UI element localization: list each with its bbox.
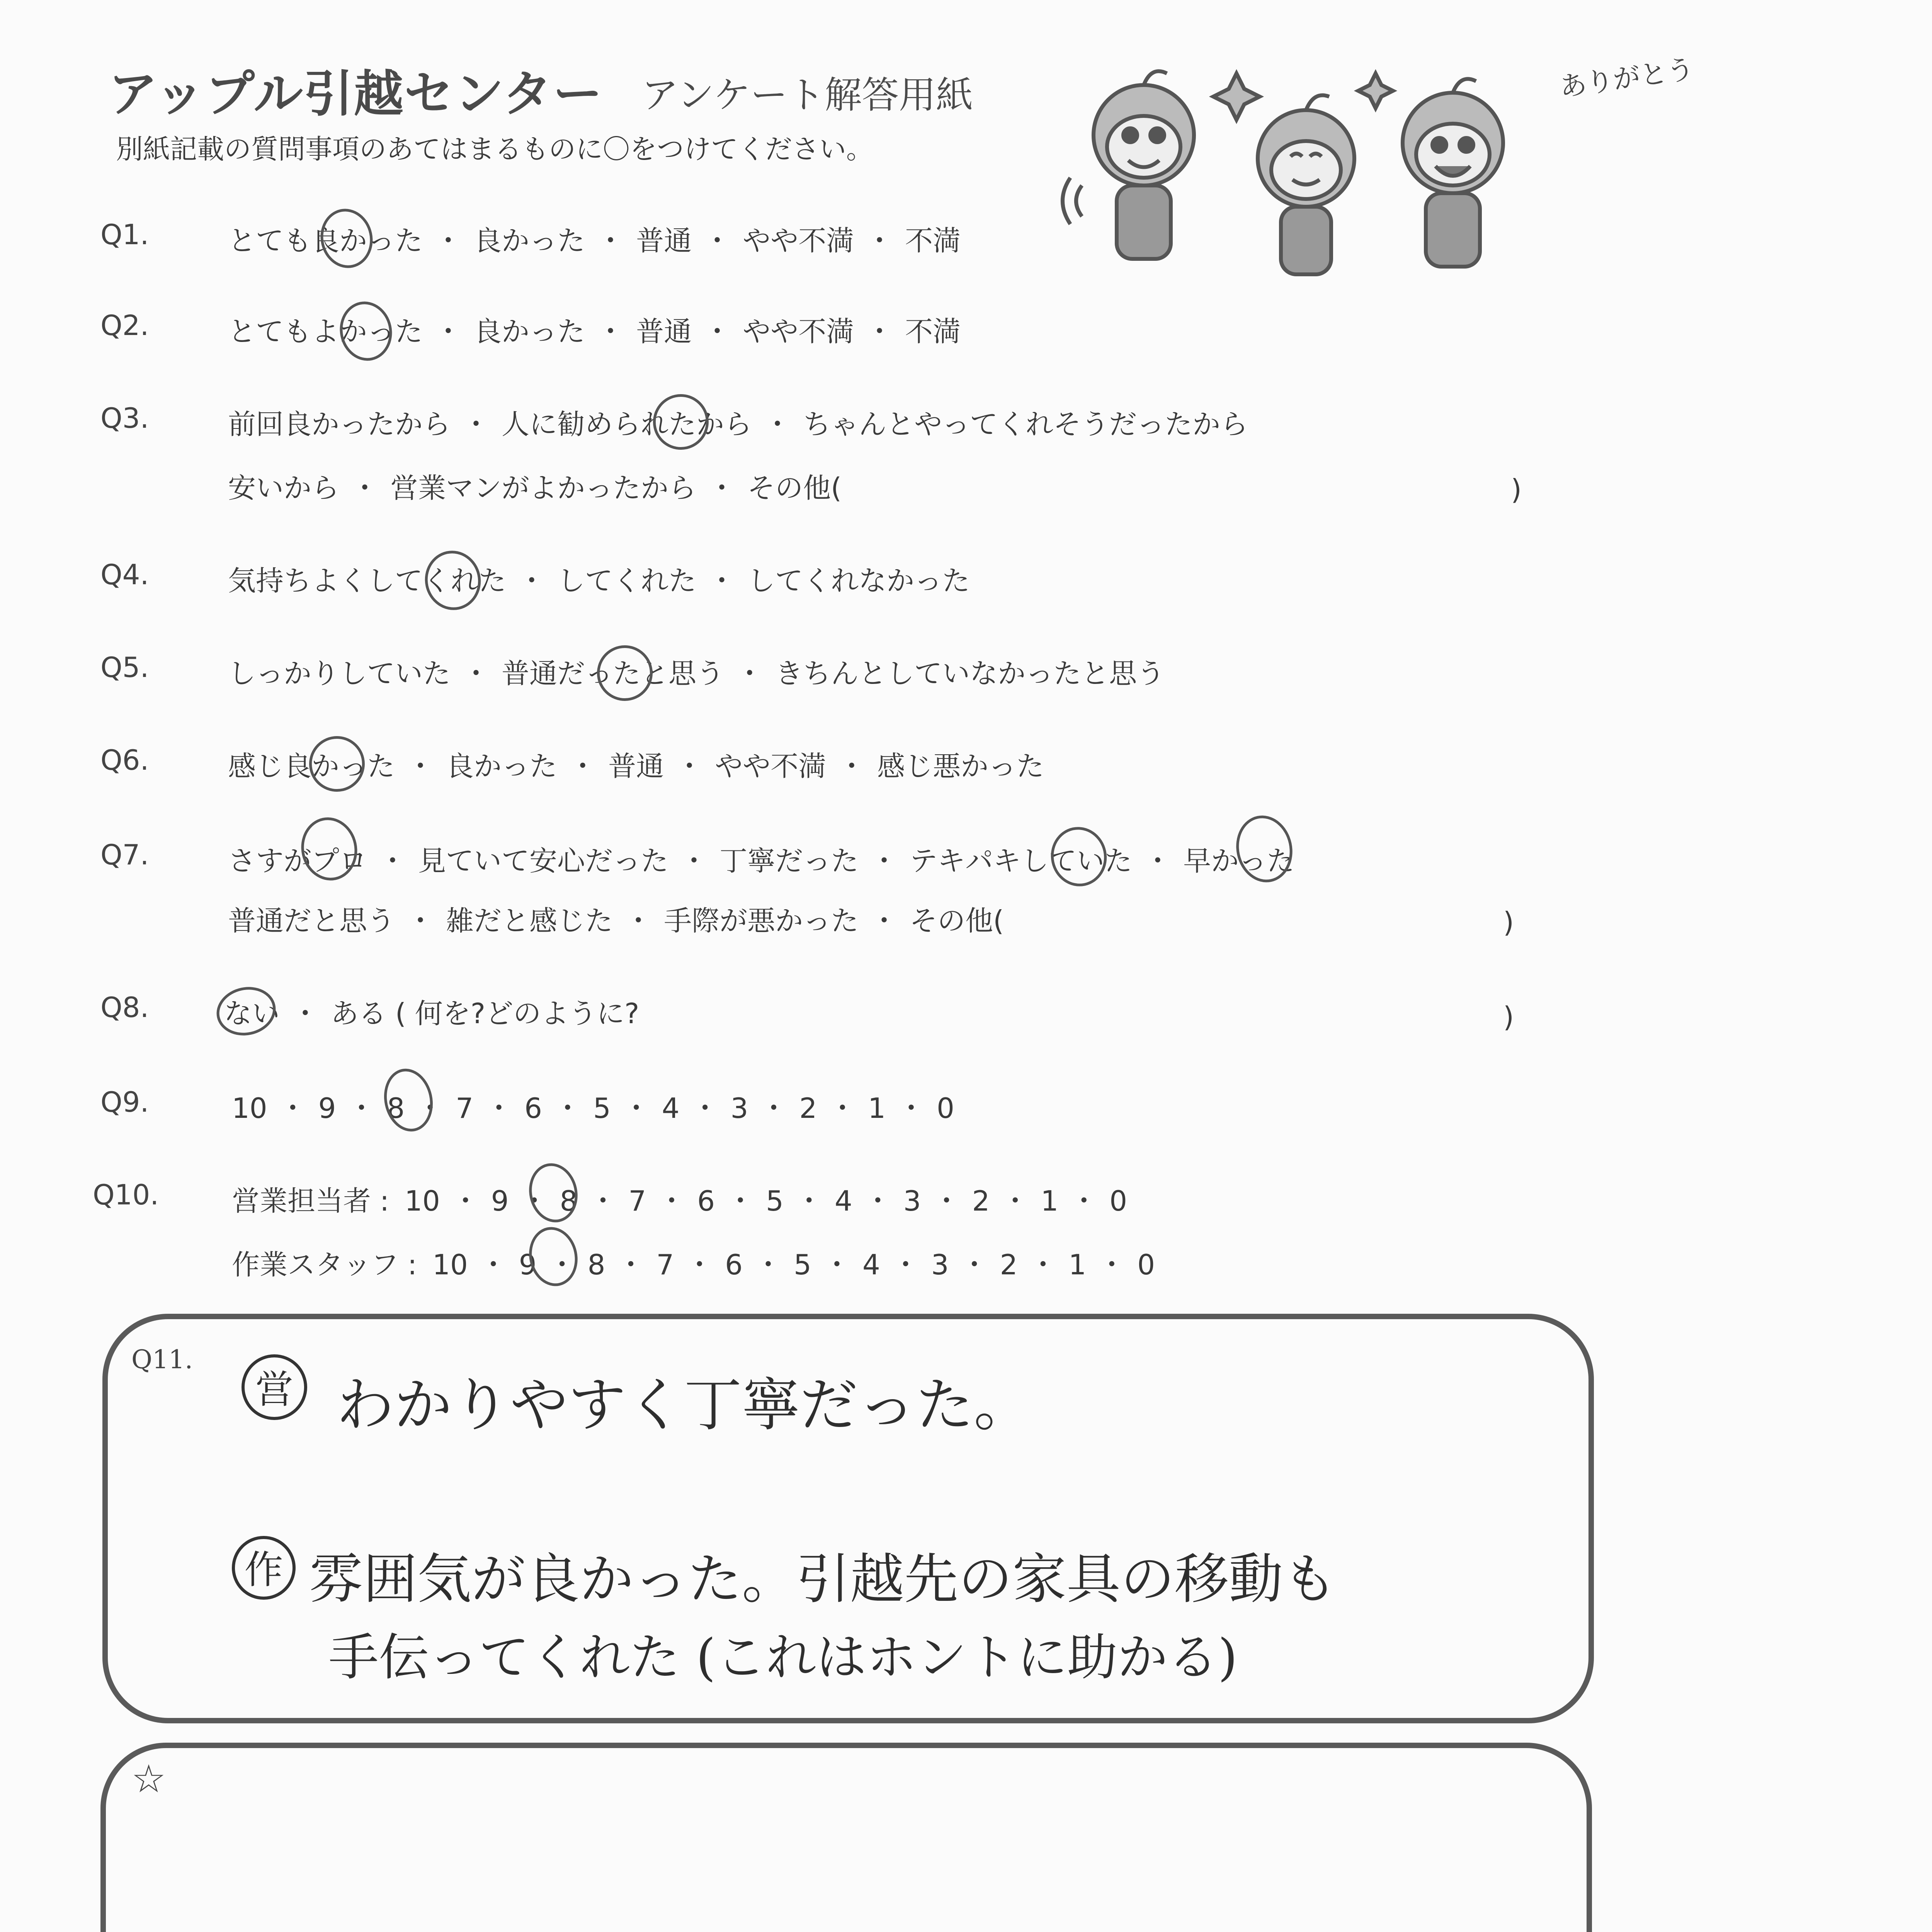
- mascot-illustration: [1059, 53, 1696, 290]
- q10-score[interactable]: 5: [794, 1248, 811, 1281]
- selection-circle: [648, 389, 714, 455]
- q10-score[interactable]: 0: [1137, 1248, 1155, 1281]
- q11-work-comment-line1: 雰囲気が良かった。引越先の家具の移動も: [309, 1548, 1337, 1611]
- q2-option[interactable]: 良かった: [474, 315, 585, 348]
- q3-label: Q3.: [100, 402, 149, 434]
- q3-option[interactable]: 営業マンがよかったから: [390, 472, 697, 504]
- q3-option[interactable]: 人に勧められたから: [502, 408, 752, 440]
- q10-score[interactable]: 7: [628, 1185, 646, 1217]
- selection-circle: [420, 546, 486, 616]
- q6-option[interactable]: 良かった: [446, 750, 558, 782]
- q2-option[interactable]: とてもよかった: [228, 315, 423, 348]
- q11-label: Q11.: [131, 1345, 193, 1374]
- q4-options: 気持ちよくしてくれた ・ してくれた ・ してくれなかった: [228, 565, 970, 597]
- selection-circle: [1046, 822, 1112, 892]
- q5-option[interactable]: 普通だったと思う: [502, 657, 724, 690]
- q10-score[interactable]: 6: [725, 1248, 743, 1281]
- work-mark: 作: [232, 1536, 296, 1600]
- q9-label: Q9.: [100, 1086, 149, 1118]
- selection-circle: [592, 640, 658, 706]
- q4-option[interactable]: してくれた: [557, 565, 697, 597]
- q10-score[interactable]: 7: [656, 1248, 674, 1281]
- q2-label: Q2.: [100, 309, 149, 342]
- q2-option[interactable]: 普通: [636, 315, 692, 348]
- q3-option[interactable]: 前回良かったから: [228, 408, 451, 440]
- q2-option[interactable]: 不満: [905, 315, 961, 348]
- q2-options: とてもよかった ・ 良かった ・ 普通 ・ やや不満 ・ 不満: [228, 315, 961, 348]
- q10-score[interactable]: 9: [491, 1185, 509, 1217]
- q7-option[interactable]: テキパキしていた: [910, 845, 1133, 877]
- q8-label: Q8.: [100, 991, 149, 1024]
- q10-row-label: 営業担当者 :: [232, 1185, 389, 1217]
- q1-label: Q1.: [100, 218, 149, 251]
- q5-label: Q5.: [100, 651, 149, 684]
- q7-close-paren: ): [1503, 906, 1514, 939]
- q10-score[interactable]: 3: [903, 1185, 921, 1217]
- q10-sales-row: 営業担当者 : 10 ・ 9 ・ 8 ・ 7 ・ 6 ・ 5 ・ 4 ・ 3 ・ 2 ・ 1 ・ 0: [232, 1185, 1128, 1217]
- survey-title: アップル引越センター: [108, 65, 603, 123]
- survey-instruction: 別紙記載の質問事項のあてはまるものに〇をつけてください。: [116, 133, 873, 165]
- q3-options-line1: 前回良かったから ・ 人に勧められたから ・ ちゃんとやってくれそうだったから: [228, 408, 1248, 440]
- q6-option[interactable]: 普通: [608, 750, 664, 782]
- q7-option[interactable]: 手際が悪かった: [664, 905, 859, 937]
- q11-work-comment-line2: 手伝ってくれた (これはホントに助かる): [328, 1628, 1238, 1687]
- q9-score[interactable]: 3: [730, 1092, 748, 1124]
- q10-score[interactable]: 10: [405, 1185, 440, 1217]
- q6-option[interactable]: やや不満: [715, 750, 827, 782]
- q9-score[interactable]: 1: [868, 1092, 886, 1124]
- mascot-text: ありがとう: [1557, 53, 1696, 103]
- q10-score[interactable]: 0: [1109, 1185, 1128, 1217]
- q10-score[interactable]: 8: [560, 1185, 578, 1217]
- q10-score[interactable]: 6: [697, 1185, 715, 1217]
- q3-options-line2: 安いから ・ 営業マンがよかったから ・ その他(: [228, 472, 842, 504]
- q1-option[interactable]: 普通: [636, 224, 692, 257]
- q6-option[interactable]: 感じ良かった: [228, 750, 395, 782]
- q11-sales-comment: わかりやすく丁寧だった。: [336, 1372, 1032, 1439]
- q10-score[interactable]: 4: [862, 1248, 880, 1281]
- extra-comment-box[interactable]: [100, 1743, 1592, 1932]
- q9-score[interactable]: 0: [937, 1092, 954, 1124]
- q10-score[interactable]: 2: [972, 1185, 990, 1217]
- q9-score[interactable]: 7: [456, 1092, 474, 1124]
- q10-score[interactable]: 5: [766, 1185, 784, 1217]
- q6-options: 感じ良かった ・ 良かった ・ 普通 ・ やや不満 ・ 感じ悪かった: [228, 750, 1044, 782]
- q8-option[interactable]: ある ( 何を?どのように?: [331, 997, 639, 1030]
- q9-score[interactable]: 9: [318, 1092, 336, 1124]
- q9-score[interactable]: 2: [799, 1092, 817, 1124]
- q6-label: Q6.: [100, 744, 149, 776]
- q10-score[interactable]: 9: [519, 1248, 537, 1281]
- q6-option[interactable]: 感じ悪かった: [877, 750, 1044, 782]
- q10-score[interactable]: 3: [931, 1248, 949, 1281]
- q4-option[interactable]: してくれなかった: [747, 565, 970, 597]
- q1-options: とても良かった ・ 良かった ・ 普通 ・ やや不満 ・ 不満: [228, 224, 961, 257]
- q5-option[interactable]: しっかりしていた: [228, 657, 451, 690]
- q10-label: Q10.: [93, 1179, 159, 1211]
- q9-score[interactable]: 8: [387, 1092, 405, 1124]
- selection-circle: [212, 981, 280, 1041]
- q9-score[interactable]: 6: [524, 1092, 542, 1124]
- q9-score[interactable]: 10: [232, 1092, 267, 1124]
- q1-option[interactable]: やや不満: [743, 224, 854, 257]
- q7-option[interactable]: 丁寧だった: [719, 845, 859, 877]
- q10-score[interactable]: 8: [587, 1248, 605, 1281]
- q10-score[interactable]: 4: [834, 1185, 852, 1217]
- q7-option[interactable]: その他(: [910, 905, 1004, 937]
- q1-option[interactable]: 不満: [905, 224, 961, 257]
- q7-option[interactable]: さすがプロ: [228, 845, 367, 877]
- sales-mark: 営: [242, 1354, 307, 1420]
- q7-option[interactable]: 早かった: [1183, 845, 1295, 877]
- q7-option[interactable]: 見ていて安心だった: [418, 845, 669, 877]
- q9-score[interactable]: 5: [593, 1092, 611, 1124]
- q3-option[interactable]: 安いから: [228, 472, 340, 504]
- q7-option[interactable]: 雑だと感じた: [446, 905, 613, 937]
- q2-option[interactable]: やや不満: [743, 315, 854, 348]
- q3-close-paren: ): [1511, 473, 1522, 506]
- star-icon: ☆: [131, 1756, 166, 1801]
- svg-text:ありがとう: [1558, 53, 1696, 103]
- q4-option[interactable]: 気持ちよくしてくれた: [228, 565, 507, 597]
- selection-circle: [304, 731, 370, 797]
- q10-score[interactable]: 2: [1000, 1248, 1018, 1281]
- q1-option[interactable]: とても良かった: [228, 224, 423, 257]
- q7-label: Q7.: [100, 838, 149, 871]
- q8-options: ない ・ ある ( 何を?どのように?: [224, 997, 639, 1030]
- q3-option[interactable]: ちゃんとやってくれそうだったから: [803, 408, 1248, 440]
- q8-close-paren: ): [1503, 1001, 1514, 1033]
- q5-options: しっかりしていた ・ 普通だったと思う ・ きちんとしていなかったと思う: [228, 657, 1165, 690]
- q10-score[interactable]: 1: [1068, 1248, 1087, 1281]
- q7-option[interactable]: 普通だと思う: [228, 905, 395, 937]
- survey-subtitle: アンケート解答用紙: [641, 73, 973, 117]
- q9-scale: 10 ・ 9 ・ 8 ・ 7 ・ 6 ・ 5 ・ 4 ・ 3 ・ 2 ・ 1 ・ 0: [232, 1092, 954, 1124]
- q5-option[interactable]: きちんとしていなかったと思う: [775, 657, 1165, 690]
- q3-option[interactable]: その他(: [747, 472, 842, 504]
- q10-row-label: 作業スタッフ :: [232, 1248, 417, 1281]
- q10-staff-row: 作業スタッフ : 10 ・ 9 ・ 8 ・ 7 ・ 6 ・ 5 ・ 4 ・ 3 ・ 2 ・ 1 ・ 0: [232, 1248, 1155, 1281]
- q7-options-line2: 普通だと思う ・ 雑だと感じた ・ 手際が悪かった ・ その他(: [228, 905, 1004, 937]
- q10-score[interactable]: 10: [432, 1248, 468, 1281]
- q9-score[interactable]: 4: [662, 1092, 680, 1124]
- q1-option[interactable]: 良かった: [474, 224, 585, 257]
- selection-circle: [334, 297, 397, 366]
- monkey-mascots-icon: [1059, 53, 1696, 290]
- q4-label: Q4.: [100, 558, 149, 591]
- selection-circle: [315, 204, 378, 273]
- q10-score[interactable]: 1: [1041, 1185, 1059, 1217]
- q8-option[interactable]: ない: [224, 997, 280, 1030]
- q7-options-line1: さすがプロ ・ 見ていて安心だった ・ 丁寧だった ・ テキパキしていた ・ 早かった: [228, 845, 1295, 877]
